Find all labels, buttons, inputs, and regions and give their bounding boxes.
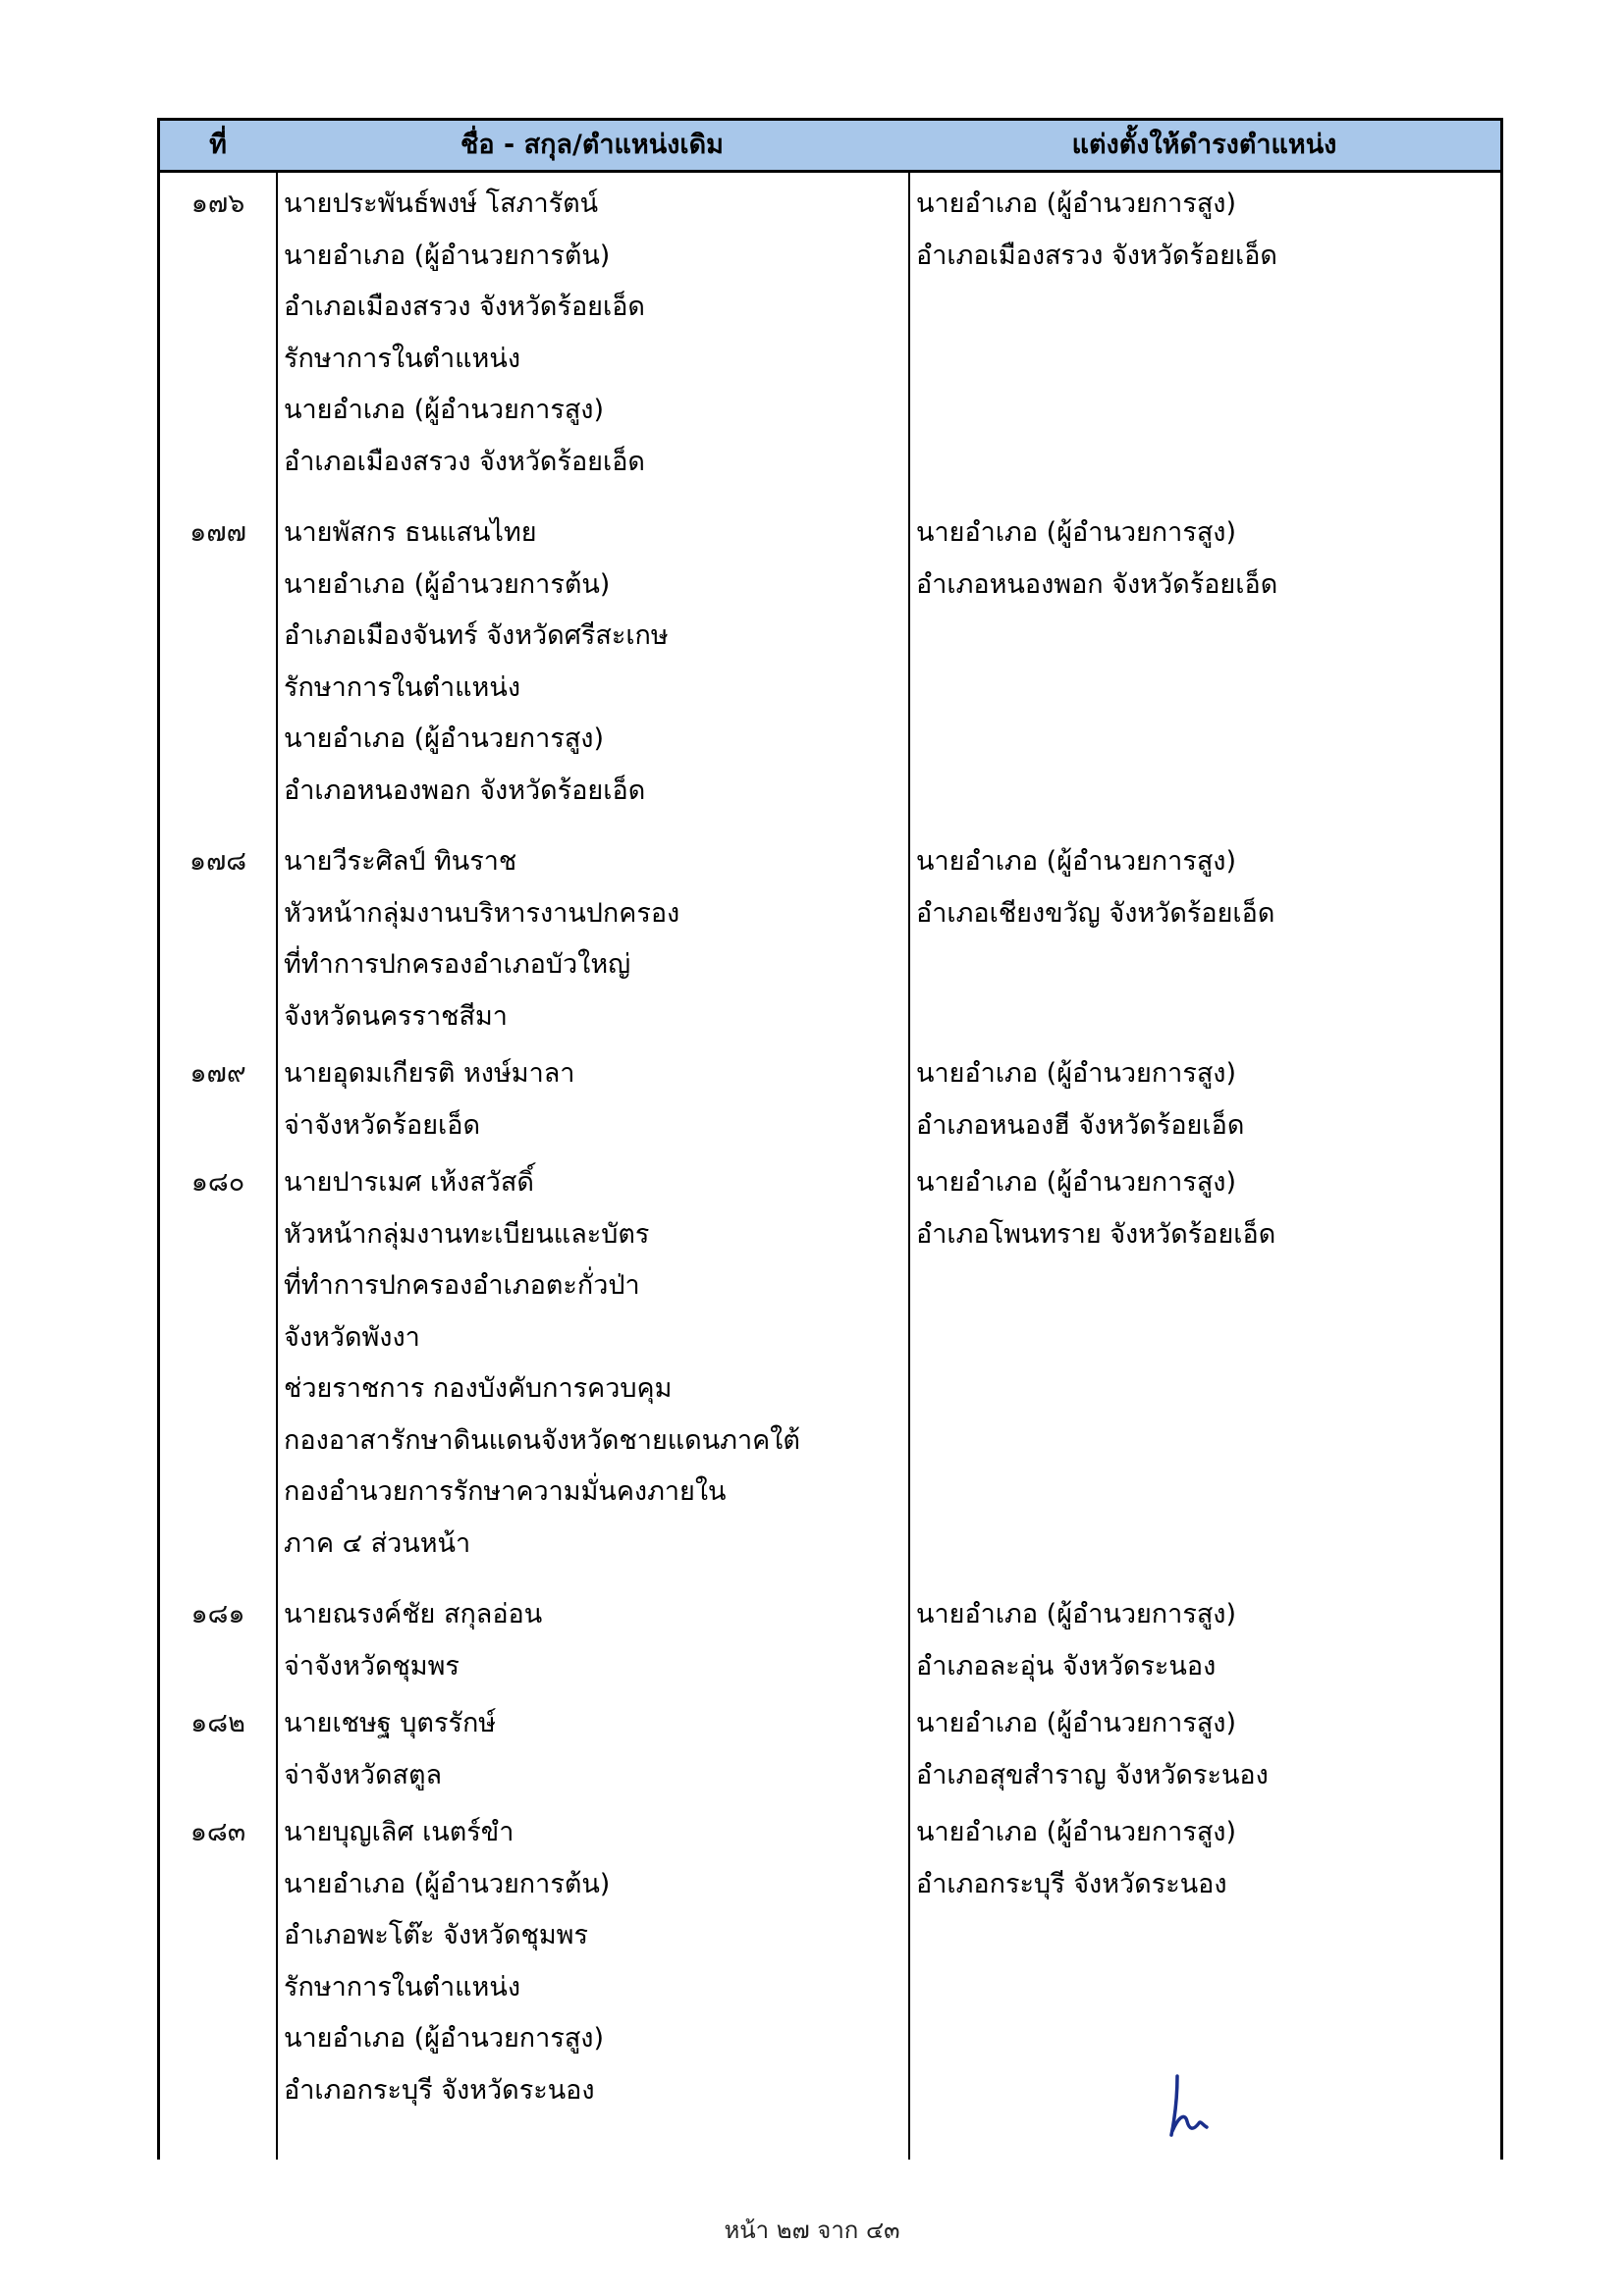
new-position-line: อำเภอโพนทราย จังหวัดร้อยเอ็ด xyxy=(916,1218,1276,1250)
old-position-line: จ่าจังหวัดชุมพร xyxy=(284,1650,460,1682)
row-number: ๑๘๐ xyxy=(190,1167,245,1198)
person-name: นายบุญเลิศ เนตร์ขำ xyxy=(284,1817,514,1847)
old-position-line: กองอาสารักษาดินแดนจังหวัดชายแดนภาคใต้ xyxy=(284,1424,800,1456)
new-position-line: นายอำเภอ (ผู้อำนวยการสูง) xyxy=(916,1599,1237,1629)
old-position-cell xyxy=(284,1807,902,2116)
new-position-line: อำเภอละอุ่น จังหวัดระนอง xyxy=(916,1650,1217,1682)
person-name: นายประพันธ์พงษ์ โสภารัตน์ xyxy=(284,188,599,219)
new-position-line: อำเภอกระบุรี จังหวัดระนอง xyxy=(916,1868,1227,1899)
old-position-line: รักษาการในตำแหน่ง xyxy=(284,1971,520,2002)
old-position-line: รักษาการในตำแหน่ง xyxy=(284,671,520,703)
row-number: ๑๗๙ xyxy=(189,1058,246,1089)
new-position-line: นายอำเภอ (ผู้อำนวยการสูง) xyxy=(916,1708,1237,1738)
new-position-cell xyxy=(916,836,1495,939)
new-position-line: นายอำเภอ (ผู้อำนวยการสูง) xyxy=(916,846,1237,877)
old-position-line: จังหวัดพังงา xyxy=(284,1321,420,1353)
table-body xyxy=(160,173,1500,2116)
old-position-line: นายอำเภอ (ผู้อำนวยการต้น) xyxy=(284,1868,611,1899)
new-position-cell xyxy=(916,1589,1495,1692)
header-new-position: แต่งตั้งให้ดำรงตำแหน่ง xyxy=(1071,130,1337,160)
new-position-cell xyxy=(916,1157,1495,1260)
new-position-cell xyxy=(916,179,1495,282)
table-header xyxy=(160,118,1500,173)
old-position-line: หัวหน้ากลุ่มงานทะเบียนและบัตร xyxy=(284,1218,650,1250)
old-position-line: หัวหน้ากลุ่มงานบริหารงานปกครอง xyxy=(284,897,680,929)
old-position-cell xyxy=(284,1589,902,1692)
old-position-line: นายอำเภอ (ผู้อำนวยการสูง) xyxy=(284,395,605,425)
table-row xyxy=(160,173,1500,502)
old-position-line: อำเภอเมืองสรวง จังหวัดร้อยเอ็ด xyxy=(284,446,645,477)
old-position-cell xyxy=(284,179,902,488)
row-number: ๑๘๑ xyxy=(190,1599,245,1629)
table-row xyxy=(160,1042,1500,1151)
new-position-line: อำเภอเชียงขวัญ จังหวัดร้อยเอ็ด xyxy=(916,897,1275,929)
new-position-cell xyxy=(916,507,1495,611)
old-position-line: นายอำเภอ (ผู้อำนวยการต้น) xyxy=(284,568,611,600)
old-position-line: รักษาการในตำแหน่ง xyxy=(284,343,520,374)
person-name: นายเชษฐ บุตรรักษ์ xyxy=(284,1708,497,1738)
new-position-line: นายอำเภอ (ผู้อำนวยการสูง) xyxy=(916,1167,1237,1198)
old-position-cell xyxy=(284,836,902,1042)
old-position-line: ช่วยราชการ กองบังคับการควบคุม xyxy=(284,1373,673,1404)
row-number: ๑๘๓ xyxy=(189,1817,246,1847)
row-number: ๑๗๖ xyxy=(190,188,245,219)
table-row xyxy=(160,1583,1500,1692)
page-number: หน้า ๒๗ จาก ๔๓ xyxy=(724,2216,900,2244)
old-position-line: กองอำนวยการรักษาความมั่นคงภายใน xyxy=(284,1476,727,1507)
new-position-line: อำเภอสุขสำราญ จังหวัดระนอง xyxy=(916,1759,1269,1790)
old-position-line: นายอำเภอ (ผู้อำนวยการต้น) xyxy=(284,240,611,271)
appointment-table xyxy=(157,118,1503,2160)
old-position-line: ภาค ๔ ส่วนหน้า xyxy=(284,1527,471,1559)
old-position-cell xyxy=(284,507,902,817)
new-position-line: นายอำเภอ (ผู้อำนวยการสูง) xyxy=(916,1058,1237,1089)
new-position-line: อำเภอหนองพอก จังหวัดร้อยเอ็ด xyxy=(916,568,1278,600)
old-position-line: อำเภอเมืองจันทร์ จังหวัดศรีสะเกษ xyxy=(284,620,669,651)
old-position-line: ที่ทำการปกครองอำเภอตะกั่วป่า xyxy=(284,1270,640,1301)
old-position-line: จ่าจังหวัดร้อยเอ็ด xyxy=(284,1109,480,1141)
person-name: นายณรงค์ชัย สกุลอ่อน xyxy=(284,1599,543,1629)
person-name: นายอุดมเกียรติ หงษ์มาลา xyxy=(284,1058,575,1089)
new-position-line: อำเภอหนองฮี จังหวัดร้อยเอ็ด xyxy=(916,1109,1245,1141)
old-position-line: ที่ทำการปกครองอำเภอบัวใหญ่ xyxy=(284,949,631,980)
old-position-line: อำเภอเมืองสรวง จังหวัดร้อยเอ็ด xyxy=(284,292,645,322)
old-position-line: จ่าจังหวัดสตูล xyxy=(284,1759,443,1790)
old-position-line: อำเภอพะโต๊ะ จังหวัดชุมพร xyxy=(284,1920,588,1950)
table-row xyxy=(160,1801,1500,2116)
header-name-old-position: ชื่อ - สกุล/ตำแหน่งเดิม xyxy=(460,130,724,160)
person-name: นายวีระศิลป์ ทินราช xyxy=(284,846,517,877)
table-row xyxy=(160,502,1500,830)
signature-mark xyxy=(1164,2066,1222,2145)
person-name: นายปารเมศ เห้งสวัสดิ์ xyxy=(284,1167,534,1198)
new-position-cell xyxy=(916,1807,1495,1910)
row-number: ๑๗๗ xyxy=(189,517,246,548)
old-position-line: อำเภอหนองพอก จังหวัดร้อยเอ็ด xyxy=(284,774,646,806)
old-position-cell xyxy=(284,1048,902,1151)
new-position-line: นายอำเภอ (ผู้อำนวยการสูง) xyxy=(916,188,1237,219)
row-number: ๑๗๘ xyxy=(189,846,247,877)
person-name: นายพัสกร ธนแสนไทย xyxy=(284,517,537,548)
table-row xyxy=(160,1692,1500,1801)
old-position-line: นายอำเภอ (ผู้อำนวยการสูง) xyxy=(284,2023,605,2054)
new-position-line: นายอำเภอ (ผู้อำนวยการสูง) xyxy=(916,517,1237,548)
old-position-line: อำเภอกระบุรี จังหวัดระนอง xyxy=(284,2074,595,2106)
new-position-cell xyxy=(916,1698,1495,1801)
table-row xyxy=(160,1151,1500,1583)
old-position-line: นายอำเภอ (ผู้อำนวยการสูง) xyxy=(284,723,605,754)
table-row xyxy=(160,830,1500,1042)
row-number: ๑๘๒ xyxy=(190,1708,245,1738)
old-position-cell xyxy=(284,1157,902,1570)
new-position-line: นายอำเภอ (ผู้อำนวยการสูง) xyxy=(916,1817,1237,1847)
header-no: ที่ xyxy=(209,130,227,160)
old-position-cell xyxy=(284,1698,902,1801)
new-position-cell xyxy=(916,1048,1495,1151)
old-position-line: จังหวัดนครราชสีมา xyxy=(284,1000,508,1032)
new-position-line: อำเภอเมืองสรวง จังหวัดร้อยเอ็ด xyxy=(916,240,1277,271)
